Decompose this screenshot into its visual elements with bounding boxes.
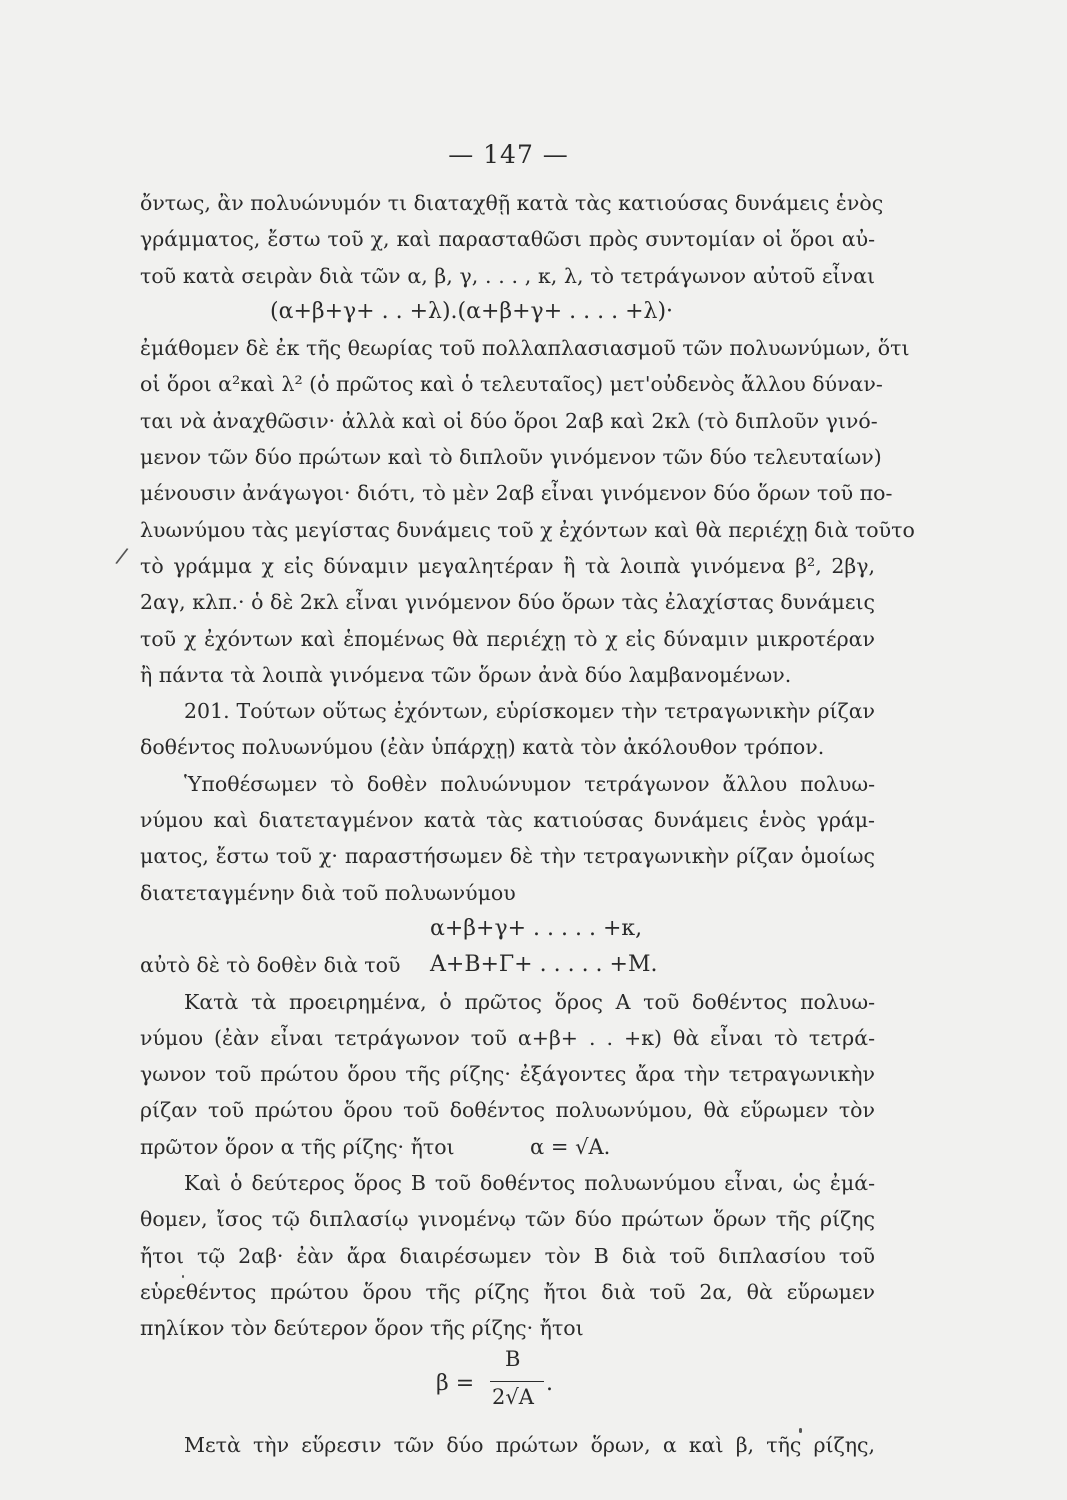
text-line: ἢ πάντα τὰ λοιπὰ γινόμενα τῶν ὅρων ἀνὰ δύο λαμβανομένων.: [140, 662, 792, 687]
fraction-denominator: 2√Α: [492, 1384, 534, 1409]
text-span: αὐτὸ δὲ τὸ δοθὲν διὰ τοῦ: [140, 953, 401, 978]
text-line: μένουσιν ἀνάγωγοι· διότι, τὸ μὲν 2αβ εἶναι γινόμενον δύο ὅρων τοῦ πο-: [140, 481, 893, 506]
text-line: 2αγ, κλπ.· ὁ δὲ 2κλ εἶναι γινόμενον δύο ὅρων τὰς ἐλαχίστας δυνάμεις: [140, 590, 875, 615]
fraction-lhs: β =: [436, 1370, 475, 1396]
formula-given-polynomial: Α+Β+Γ+ . . . . . +Μ.: [430, 952, 658, 978]
text-line: ἤτοι τῷ 2αβ· ἐὰν ἄρα διαιρέσωμεν τὸν Β διὰ τοῦ διπλασίου τοῦ: [140, 1243, 875, 1268]
section-201-start: 201. Τούτων οὕτως ἐχόντων, εὑρίσκομεν τὴν τετραγωνικὴν ρίζαν: [184, 699, 875, 724]
text-line: [140, 1129, 875, 1165]
fraction-trailing: .: [546, 1370, 553, 1396]
text-line: [140, 947, 875, 983]
text-line: διατεταγμένην διὰ τοῦ πολυωνύμου: [140, 880, 516, 905]
text-line: Μετὰ τὴν εὕρεσιν τῶν δύο πρώτων ὅρων, α καὶ β, τῆς ρίζης,: [184, 1432, 875, 1457]
text-line: δοθέντος πολυωνύμου (ἐὰν ὑπάρχῃ) κατὰ τὸν ἀκόλουθον τρόπον.: [140, 735, 825, 760]
body-text: [140, 185, 915, 1463]
text-line: θομεν, ἴσος τῷ διπλασίῳ γινομένῳ τῶν δύο πρώτων ὅρων τῆς ρίζης: [140, 1207, 875, 1232]
margin-mark: /: [113, 543, 130, 570]
text-line: ται νὰ ἀναχθῶσιν· ἀλλὰ καὶ οἱ δύο ὅροι 2αβ καὶ 2κλ (τὸ διπλοῦν γινό-: [140, 408, 878, 433]
formula-second-term: [140, 1347, 875, 1427]
formula-root-polynomial: α+β+γ+ . . . . . +κ,: [430, 915, 643, 941]
text-line: εὑρεθέντος πρώτου ὅρου τῆς ρίζης ἤτοι διὰ τοῦ 2α, θὰ εὕρωμεν: [140, 1279, 875, 1304]
formula-square: (α+β+γ+ . . +λ).(α+β+γ+ . . . . +λ)·: [270, 298, 674, 324]
text-line: γράμματος, ἔστω τοῦ χ, καὶ παρασταθῶσι πρὸς συντομίαν οἱ ὅροι αὐ-: [140, 227, 875, 252]
text-line: μενον τῶν δύο πρώτων καὶ τὸ διπλοῦν γινόμενον τῶν δύο τελευταίων): [140, 445, 882, 470]
text-line: ρίζαν τοῦ πρώτου ὅρου τοῦ δοθέντος πολυωνύμου, θὰ εὕρωμεν τὸν: [140, 1098, 875, 1123]
formula-first-term: α = √Α.: [530, 1134, 611, 1159]
text-line: τοῦ κατὰ σειρὰν διὰ τῶν α, β, γ, . . . , κ, λ, τὸ τετράγωνον αὐτοῦ εἶναι: [140, 263, 875, 288]
text-line: ἐμάθομεν δὲ ἐκ τῆς θεωρίας τοῦ πολλαπλασιασμοῦ τῶν πολυωνύμων, ὅτι: [140, 336, 910, 361]
text-line: γωνον τοῦ πρώτου ὅρου τῆς ρίζης· ἐξάγοντες ἄρα τὴν τετραγωνικὴν: [140, 1062, 875, 1087]
text-line: ὄντως, ἂν πολυώνυμόν τι διαταχθῇ κατὰ τὰς κατιούσας δυνάμεις ἑνὸς: [140, 191, 884, 215]
text-line: λυωνύμου τὰς μεγίστας δυνάμεις τοῦ χ ἐχόντων καὶ θὰ περιέχῃ διὰ τοῦτο: [140, 517, 915, 542]
text-line: νύμου (ἐὰν εἶναι τετράγωνον τοῦ α+β+ . . +κ) θὰ εἶναι τὸ τετρά-: [140, 1025, 875, 1050]
text-line: Καὶ ὁ δεύτερος ὅρος Β τοῦ δοθέντος πολυωνύμου εἶναι, ὡς ἐμά-: [184, 1171, 875, 1196]
text-line: νύμου καὶ διατεταγμένον κατὰ τὰς κατιούσας δυνάμεις ἑνὸς γράμ-: [140, 808, 875, 833]
text-line: πηλίκον τὸν δεύτερον ὅρον τῆς ρίζης· ἤτοι: [140, 1316, 584, 1341]
fraction-numerator: Β: [505, 1346, 521, 1371]
text-line: οἱ ὅροι α²καὶ λ² (ὁ πρῶτος καὶ ὁ τελευταῖος) μετ'οὐδενὸς ἄλλου δύναν-: [140, 372, 883, 397]
text-line: τοῦ χ ἐχόντων καὶ ἑπομένως θὰ περιέχῃ τὸ χ εἰς δύναμιν μικροτέραν: [140, 626, 875, 651]
ink-speck: [182, 1275, 184, 1278]
text-span: πρῶτον ὅρον α τῆς ρίζης· ἤτοι: [140, 1134, 455, 1159]
text-line: τὸ γράμμα χ εἰς δύναμιν μεγαλητέραν ἢ τὰ λοιπὰ γινόμενα β², 2βγ,: [140, 553, 875, 578]
text-line: Κατὰ τὰ προειρημένα, ὁ πρῶτος ὅρος Α τοῦ δοθέντος πολυω-: [184, 989, 875, 1014]
fraction-bar: [490, 1381, 544, 1382]
page-number: — 147 —: [448, 140, 569, 169]
text-line: ματος, ἔστω τοῦ χ· παραστήσωμεν δὲ τὴν τετραγωνικὴν ρίζαν ὁμοίως: [140, 844, 875, 869]
ink-speck: [799, 1428, 802, 1433]
text-line: Ὑποθέσωμεν τὸ δοθὲν πολυώνυμον τετράγωνον ἄλλου πολυω-: [184, 771, 875, 796]
